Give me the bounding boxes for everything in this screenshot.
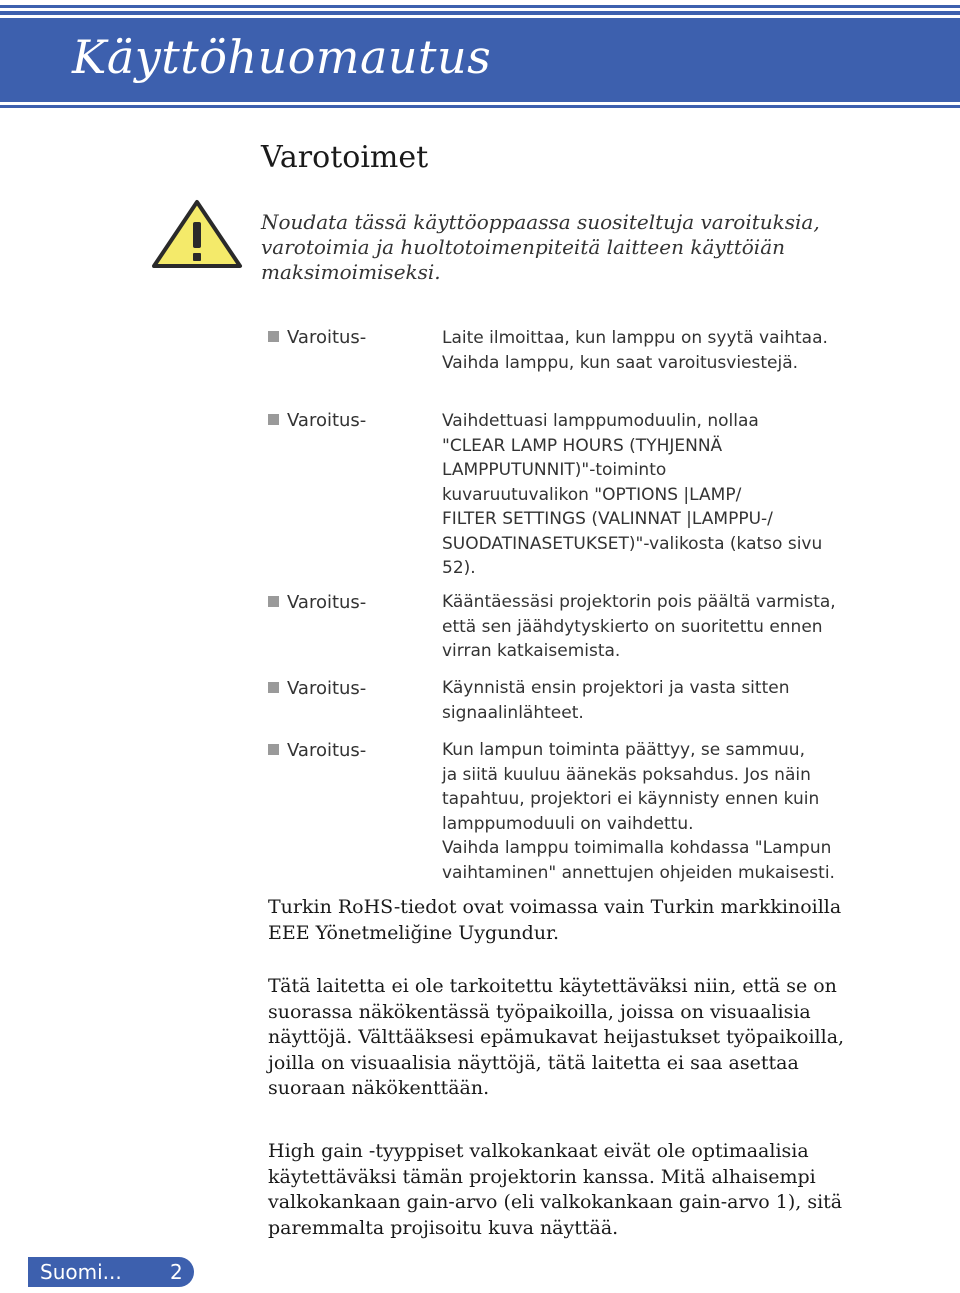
warning-text: Vaihdettuasi lamppumoduulin, nollaa "CLEAR LAMP HOURS (TYHJENNÄ LAMPPUTUNNIT)"-toiminto kuvaruutuvalikon "OPTIONS |LAMP/ FILTER SETTINGS (VALINNAT |LAMPPU-/ SUODATINASETUKSET)"-valikosta (katso sivu 52). [442,411,823,578]
header-stripe [0,105,960,108]
footer-language: Suomi... [40,1260,122,1284]
warning-text: Kääntäessäsi projektorin pois päältä varmista, että sen jäähdytyskierto on suoritettu ennen virran katkaisemista. [442,592,836,661]
square-bullet-icon [268,682,279,693]
rohs-paragraph: Turkin RoHS-tiedot ovat voimassa vain Turkin markkinoilla EEE Yönetmeliğine Uygundur. [268,896,842,944]
warning-label: Varoitus- [268,740,366,761]
square-bullet-icon [268,596,279,607]
square-bullet-icon [268,331,279,342]
warning-label: Varoitus- [268,592,366,613]
page-number: 2 [170,1260,183,1284]
intro-line: maksimoimiseksi. [261,260,441,284]
header-stripe [0,11,960,15]
warning-label: Varoitus- [268,410,366,431]
header-band [0,0,960,112]
section-title: Varotoimet [261,140,429,175]
intro-line: Noudata tässä käyttöoppaassa suositeltuja varoituksia, [261,210,820,234]
intro-text [261,210,861,285]
workplace-paragraph: Tätä laitetta ei ole tarkoitettu käytettäväksi niin, että se on suorassa näkökentässä työpaikoilla, joissa on visuaalisia näyttöjä. Välttääksesi epämukavat heijastukset työpaikoilla, joilla on visuaalisia näyttöjä, tätä laitetta ei saa asettaa suoraan näkökenttään. [268,975,845,1099]
warning-text: Käynnistä ensin projektori ja vasta sitten signaalinlähteet. [442,678,790,723]
square-bullet-icon [268,744,279,755]
intro-line: varotoimia ja huoltotoimenpiteitä laitteen käyttöiän [261,235,786,259]
warning-label: Varoitus- [268,678,366,699]
warning-text: Kun lampun toiminta päättyy, se sammuu, ja siitä kuuluu äänekäs poksahdus. Jos näin tapahtuu, projektori ei käynnisty ennen kuin lamppumoduuli on vaihdettu. Vaihda lamppu toimimalla kohdassa "Lampun vaihtaminen" annettujen ohjeiden mukaisesti. [442,740,835,883]
header-stripe [0,5,960,8]
screen-gain-paragraph: High gain -tyyppiset valkokankaat eivät ole optimaalisia käytettäväksi tämän projektorin kanssa. Mitä alhaisempi valkokankaan gain-arvo (eli valkokankaan gain-arvo 1), sitä paremmalta projisoitu kuva näyttää. [268,1140,843,1239]
page-title: Käyttöhuomautus [72,30,492,84]
warning-label: Varoitus- [268,327,366,348]
warning-triangle-icon [150,198,244,270]
warning-text: Laite ilmoittaa, kun lamppu on syytä vaihtaa. Vaihda lamppu, kun saat varoitusviestejä. [442,328,828,373]
square-bullet-icon [268,414,279,425]
